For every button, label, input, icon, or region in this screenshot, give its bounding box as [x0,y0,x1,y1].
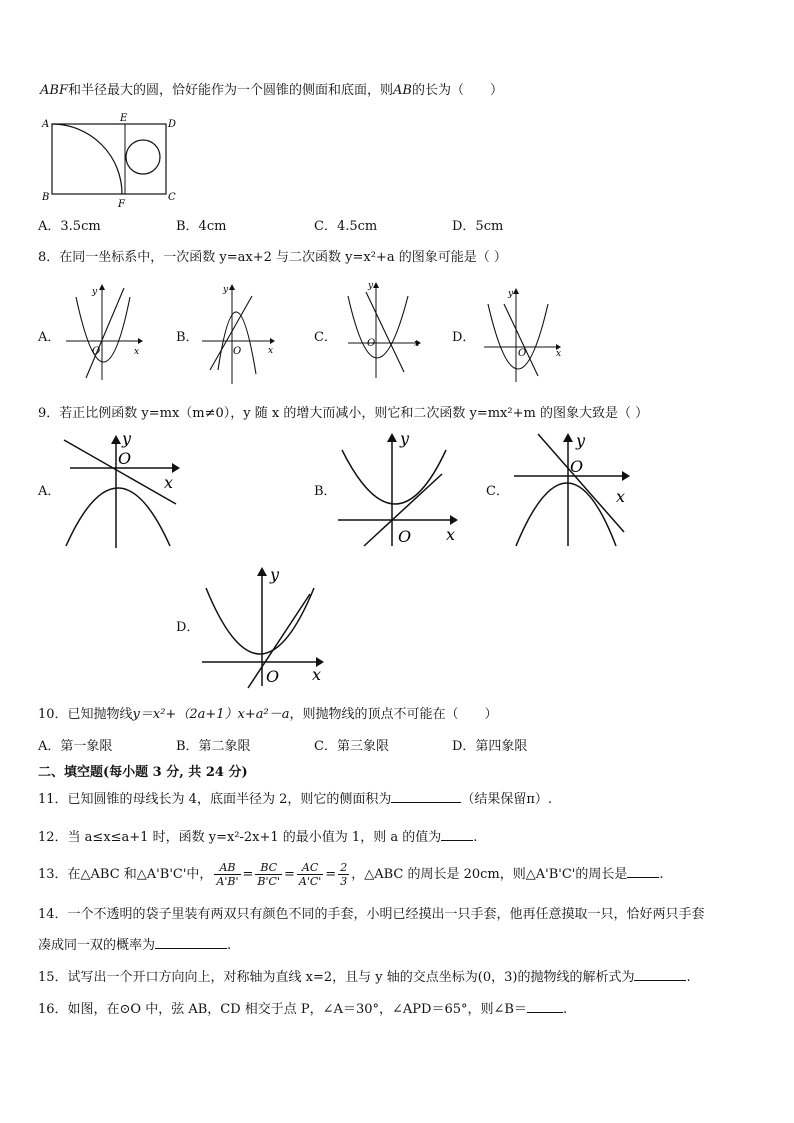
section-fill-in-heading: 二、填空题(每小题 3 分, 共 24 分) [38,765,248,780]
q12-answer-blank[interactable] [441,828,473,841]
q9-label-a: A． [38,484,61,499]
q13-frac-ab: $\frac{AB}{A'B'}$ [216,861,239,888]
origin-label: O [118,449,132,468]
q15 [38,968,691,987]
q13-text: 13．在△ABC 和△A'B'C'中， [38,867,213,882]
q8-label-b: B． [176,330,199,345]
q10-stem [38,706,497,724]
q15-answer-blank[interactable] [634,968,686,981]
q11 [38,790,552,809]
q9-graph-c [508,428,638,550]
q7-label-d: D [168,119,177,130]
q11-text-end: （结果保留π）. [461,792,553,807]
x-axis-label: x [268,346,274,356]
origin-label: O [92,346,101,357]
q9-graph-a [60,429,190,554]
origin-label: O [367,338,376,349]
q7-text: 和半径最大的圆，恰好能作为一个圆锥的侧面和底面，则 [67,83,393,98]
q12-text-end: . [473,830,478,845]
q11-text: 11．已知圆锥的母线长为 4，底面半径为 2，则它的侧面积为 [38,792,392,807]
q13-text-end: . [659,867,664,882]
q13-frac-ac: $\frac{AC}{A'C'}$ [298,861,322,888]
q8-graph-c [344,280,426,380]
q12 [38,828,477,847]
q7-ab: AB [392,83,412,98]
q9-label-b: B． [314,484,337,499]
origin-label: O [266,667,280,686]
q7-figure [38,112,188,212]
q10-stem-a: 10．已知抛物线 [38,707,133,722]
q16-text-end: . [562,1002,568,1017]
q10-option-a: A．第一象限 [38,739,113,754]
y-axis-label: y [576,431,586,450]
x-axis-label: x [446,525,456,544]
q8-label-a: A． [38,330,61,345]
q7-label-a: A [42,119,50,130]
x-axis-label: x [414,339,420,349]
q14-text-end: . [227,938,232,953]
y-axis-label: y [223,285,229,295]
q14-line2 [38,936,231,955]
q8-graph-b [198,282,280,387]
q13-frac-bc: $\frac{BC}{B'C'}$ [257,861,280,888]
q9-label-d: D． [176,620,200,635]
q10-option-b: B．第二象限 [176,739,251,754]
q7-option-a: A．3.5cm [38,219,101,234]
q8-graph-a [62,282,144,382]
q9-graph-b [334,428,464,550]
q11-answer-blank[interactable] [391,790,461,803]
q9-graph-d [198,562,334,690]
y-axis-label: y [270,565,280,584]
q7-label-f: F [118,199,125,210]
q15-text-end: . [686,970,691,985]
q10-option-d: D．第四象限 [452,739,528,754]
x-axis-label: x [556,349,562,359]
q10-stem-c: ，则抛物线的顶点不可能在（ ） [289,707,498,722]
q10-option-c: C．第三象限 [314,739,389,754]
x-axis-label: x [616,487,626,506]
q9-label-c: C． [486,484,509,499]
q10-stem-b: y＝x²+（2a+1）x+a²－a [132,707,290,722]
origin-label: O [233,346,242,357]
q16-text: 16．如图，在⊙O 中，弦 AB，CD 相交于点 P，∠A＝30°，∠APD＝65°，则∠B＝ [38,1002,527,1017]
q15-text: 15．试写出一个开口方向向上，对称轴为直线 x=2，且与 y 轴的交点坐标为(0，3)的抛物线的解析式为 [38,970,635,985]
q7-option-b: B．4cm [176,219,227,234]
y-axis-label: y [368,281,374,291]
q7-label-e: E [120,113,128,124]
q13: 13．在△ABC 和△A'B'C'中， $\frac{AB}{A'B'}$ = $\frac{BC}{B'C'}$ = $\frac{AC}{A'C'}$ = $\frac{2}{3}$ ，△ABC 的周长是 20cm，则△A'B'C'的周长是 . [38,861,664,888]
y-axis-label: y [400,429,410,448]
q14-answer-blank[interactable] [155,936,227,949]
y-axis-label: y [508,289,514,299]
q16 [38,1000,567,1019]
q13-answer-blank[interactable] [627,865,659,878]
origin-label: O [398,527,412,546]
q13-frac-ratio: $\frac{2}{3}$ [340,861,348,888]
q8-graph-d [480,284,566,384]
q7-label-b: B [42,192,50,203]
q7-label-c: C [168,192,176,203]
y-axis-label: y [122,429,132,448]
origin-label: O [570,457,584,476]
q8-label-c: C． [314,330,337,345]
q8-label-d: D． [452,330,476,345]
q9-stem: 9．若正比例函数 y=mx（m≠0），y 随 x 的增大而减小，则它和二次函数 y=mx²+m 的图象大致是（ ） [38,406,649,421]
q14-line1: 14．一个不透明的袋子里装有两双只有颜色不同的手套，小明已经摸出一只手套，他再任意摸取一只，恰好两只手套 [38,907,705,922]
q7-text-end: 的长为（ ） [411,83,503,98]
q13-text-mid: ，△ABC 的周长是 20cm，则△A'B'C'的周长是 [351,867,628,882]
q14-text: 凑成同一双的概率为 [38,938,156,953]
q7-option-d: D．5cm [452,219,504,234]
q8-stem: 8．在同一坐标系中，一次函数 y=ax+2 与二次函数 y=x²+a 的图象可能是（ ） [38,250,507,265]
q7-option-c: C．4.5cm [314,219,378,234]
x-axis-label: x [134,347,140,357]
x-axis-label: x [164,473,174,492]
q7-abf: ABF [40,83,68,98]
q7-stem [40,82,503,100]
q12-text: 12．当 a≤x≤a+1 时，函数 y=x²-2x+1 的最小值为 1，则 a 的值为 [38,830,442,845]
x-axis-label: x [312,665,322,684]
q16-answer-blank[interactable] [527,1000,563,1013]
origin-label: O [518,348,527,359]
y-axis-label: y [92,287,98,297]
